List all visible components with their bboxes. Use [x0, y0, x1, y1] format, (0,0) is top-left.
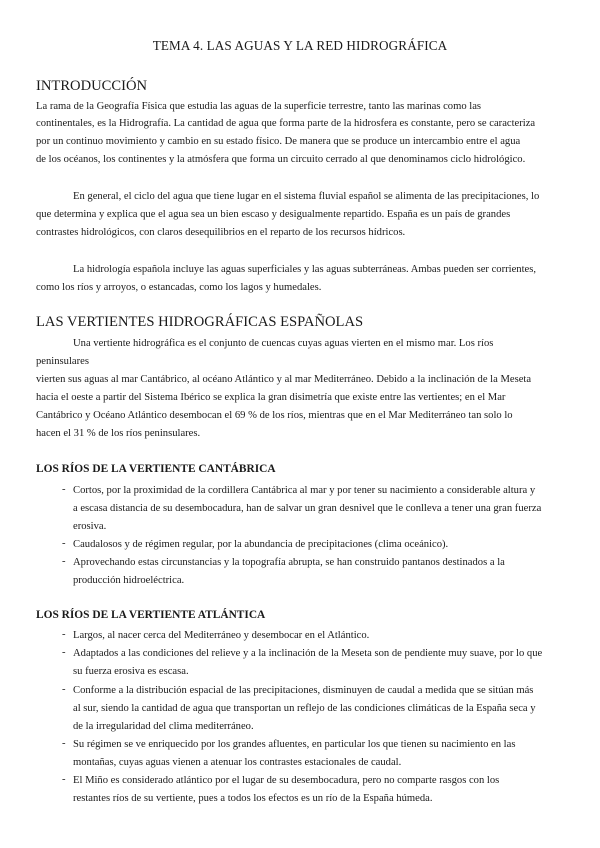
paragraph-line: hacia el oeste a partir del Sistema Ibérico se explica la gran disimetría que existe entre las vertientes; en el Mar: [36, 392, 506, 403]
list-item-line: al sur, siendo la cantidad de agua que transportan un reflejo de las condiciones climáticas de la España seca y: [73, 703, 536, 714]
list-item-line: Adaptados a las condiciones del relieve y a la inclinación de la Meseta son de pendiente muy suave, por lo que: [73, 648, 543, 659]
list-bullet: -: [62, 538, 66, 549]
paragraph-line: La rama de la Geografía Física que estudia las aguas de la superficie terrestre, tanto las marinas como las: [36, 101, 482, 112]
paragraph-line: hacen el 31 % de los ríos peninsulares.: [36, 428, 201, 439]
list-item-line: Conforme a la distribución espacial de las precipitaciones, disminuyen de caudal a medida que se sitúan más: [73, 685, 534, 696]
list-item-line: Caudalosos y de régimen regular, por la abundancia de precipitaciones (clima oceánico).: [73, 539, 449, 550]
paragraph-line: peninsulares: [36, 356, 89, 367]
intro-heading: INTRODUCCIÓN: [36, 78, 148, 94]
paragraph-line: como los ríos y arroyos, o estancadas, como los lagos y humedales.: [36, 282, 322, 293]
atlantica-heading: LOS RÍOS DE LA VERTIENTE ATLÁNTICA: [36, 609, 266, 621]
list-bullet: -: [62, 556, 66, 567]
list-bullet: -: [62, 647, 66, 658]
list-item-line: Largos, al nacer cerca del Mediterráneo y desembocar en el Atlántico.: [73, 630, 370, 641]
paragraph-line: Una vertiente hidrográfica es el conjunto de cuencas cuyas aguas vierten en el mismo mar. Los ríos: [73, 338, 494, 349]
paragraph-line: que determina y explica que el agua sea un bien escaso y desigualmente repartido. España es un país de grandes: [36, 209, 511, 220]
paragraph-line: La hidrología española incluye las aguas superficiales y las aguas subterráneas. Ambas pueden ser corrientes,: [73, 264, 537, 275]
list-item-line: producción hidroeléctrica.: [73, 575, 185, 586]
list-bullet: -: [62, 738, 66, 749]
list-item-line: de la irregularidad del clima mediterráneo.: [73, 721, 254, 732]
paragraph-line: En general, el ciclo del agua que tiene lugar en el sistema fluvial español se alimenta de las precipitaciones, lo: [73, 191, 540, 202]
list-bullet: -: [62, 684, 66, 695]
paragraph-line: por un continuo movimiento y cambio en su estado físico. De manera que se produce un intercambio entre el agua: [36, 136, 521, 147]
vertientes-heading: LAS VERTIENTES HIDROGRÁFICAS ESPAÑOLAS: [36, 314, 364, 330]
list-item-line: Cortos, por la proximidad de la cordillera Cantábrica al mar y por tener su nacimiento a considerable altura y: [73, 485, 536, 496]
list-item-line: El Miño es considerado atlántico por el lugar de su desembocadura, pero no comparte rasgos con los: [73, 775, 500, 786]
paragraph-line: vierten sus aguas al mar Cantábrico, al océano Atlántico y al mar Mediterráneo. Debido a la inclinación de la Meseta: [36, 374, 532, 385]
paragraph-line: Cantábrico y Océano Atlántico desembocan el 69 % de los ríos, mientras que en el Mar Mediterráneo tan solo lo: [36, 410, 513, 421]
page-title: TEMA 4. LAS AGUAS Y LA RED HIDROGRÁFICA: [152, 38, 448, 53]
paragraph-line: de los océanos, los continentes y la atmósfera que forma un circuito cerrado al que denominamos ciclo hidrológico.: [36, 154, 526, 165]
list-item-line: su fuerza erosiva es escasa.: [73, 666, 189, 677]
paragraph-line: continentales, es la Hidrografía. La cantidad de agua que forma parte de la hidrosfera es constante, pero se caracteriza: [36, 118, 536, 129]
list-bullet: -: [62, 484, 66, 495]
list-item-line: restantes ríos de su vertiente, pues a todos los efectos es un río de la España húmeda.: [73, 793, 433, 804]
list-item-line: a escasa distancia de su desembocadura, han de salvar un gran desnivel que le conlleva a tener una gran fuerza: [73, 503, 542, 514]
cantabrica-heading: LOS RÍOS DE LA VERTIENTE CANTÁBRICA: [36, 463, 276, 475]
list-item-line: erosiva.: [73, 521, 107, 532]
paragraph-line: contrastes hidrológicos, con claros desequilibrios en el reparto de los recursos hídricos.: [36, 227, 406, 238]
list-bullet: -: [62, 774, 66, 785]
list-item-line: Aprovechando estas circunstancias y la topografía abrupta, se han construido pantanos destinados a la: [73, 557, 505, 568]
list-item-line: Su régimen se ve enriquecido por los grandes afluentes, en particular los que tienen su nacimiento en las: [73, 739, 516, 750]
list-item-line: montañas, cuyas aguas vienen a atenuar los contrastes estacionales de caudal.: [73, 757, 402, 768]
list-bullet: -: [62, 629, 66, 640]
